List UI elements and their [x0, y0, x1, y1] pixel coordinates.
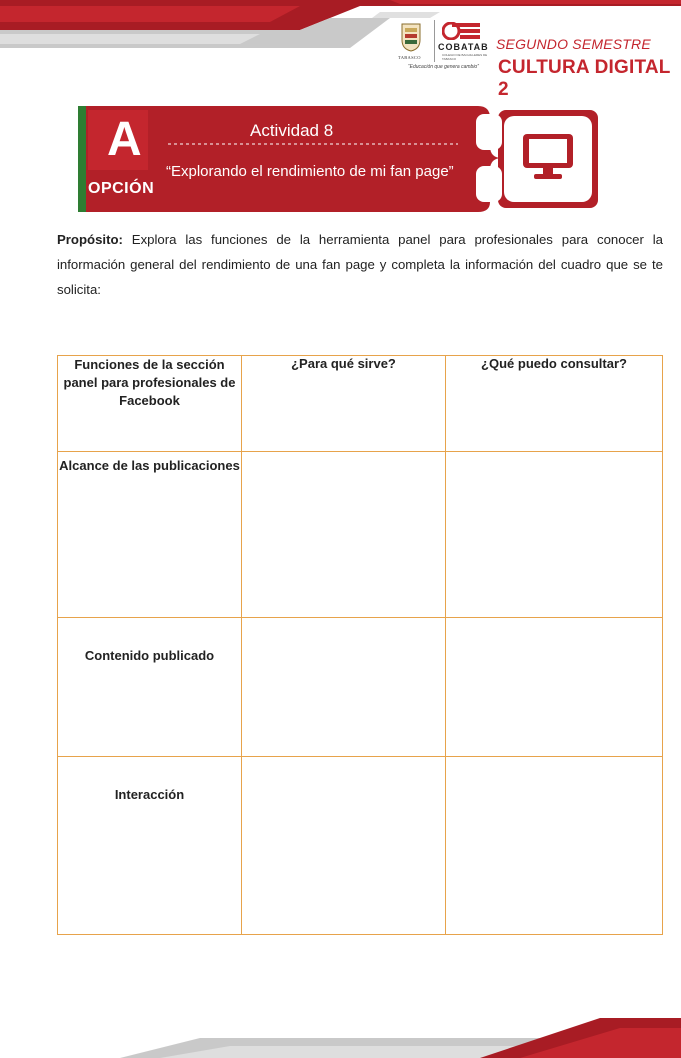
table-row	[58, 757, 663, 935]
answer-cell[interactable]	[242, 452, 446, 618]
purpose-paragraph	[57, 227, 663, 302]
tabasco-label: TABASCO	[398, 55, 421, 60]
course-title: CULTURA DIGITAL 2	[498, 57, 671, 100]
logo-divider	[434, 20, 435, 62]
column-header: ¿Para qué sirve?	[242, 356, 446, 452]
cobatab-logo-icon	[442, 22, 482, 40]
purpose-label: Propósito:	[57, 232, 123, 247]
footer-decoration	[0, 1010, 681, 1058]
tabasco-crest-icon	[400, 22, 422, 52]
row-label: Contenido publicado	[58, 618, 242, 757]
table-header-row	[58, 356, 663, 452]
answer-cell[interactable]	[446, 452, 663, 618]
answer-cell[interactable]	[446, 757, 663, 935]
activity-title: Actividad 8	[250, 121, 334, 140]
slogan: “Educación que genera cambio”	[408, 64, 479, 70]
activity-banner	[78, 106, 602, 212]
answer-cell[interactable]	[446, 618, 663, 757]
purpose-text: Explora las funciones de la herramienta panel para profesionales para conocer la información general del rendimiento de una fan page y completa la información del cuadro que se te solicita:	[57, 232, 663, 297]
cobatab-name: COBATAB	[438, 42, 489, 52]
activity-subtitle: “Explorando el rendimiento de mi fan page”	[166, 163, 454, 180]
answer-cell[interactable]	[242, 757, 446, 935]
column-header: ¿Qué puedo consultar?	[446, 356, 663, 452]
cobatab-subtitle: COLEGIO DE BACHILLERES DE TABASCO	[442, 53, 488, 61]
row-label: Alcance de las publicaciones	[58, 452, 242, 618]
corner-header: Funciones de la sección panel para profesionales de Facebook	[58, 356, 242, 452]
option-letter: A	[107, 113, 142, 166]
option-label: OPCIÓN	[88, 180, 155, 197]
answer-cell[interactable]	[242, 618, 446, 757]
table-row	[58, 618, 663, 757]
row-label: Interacción	[58, 757, 242, 935]
activity-table	[57, 355, 663, 935]
table-row	[58, 452, 663, 618]
institution-logos	[398, 18, 498, 78]
semester-label: SEGUNDO SEMESTRE	[496, 36, 651, 52]
